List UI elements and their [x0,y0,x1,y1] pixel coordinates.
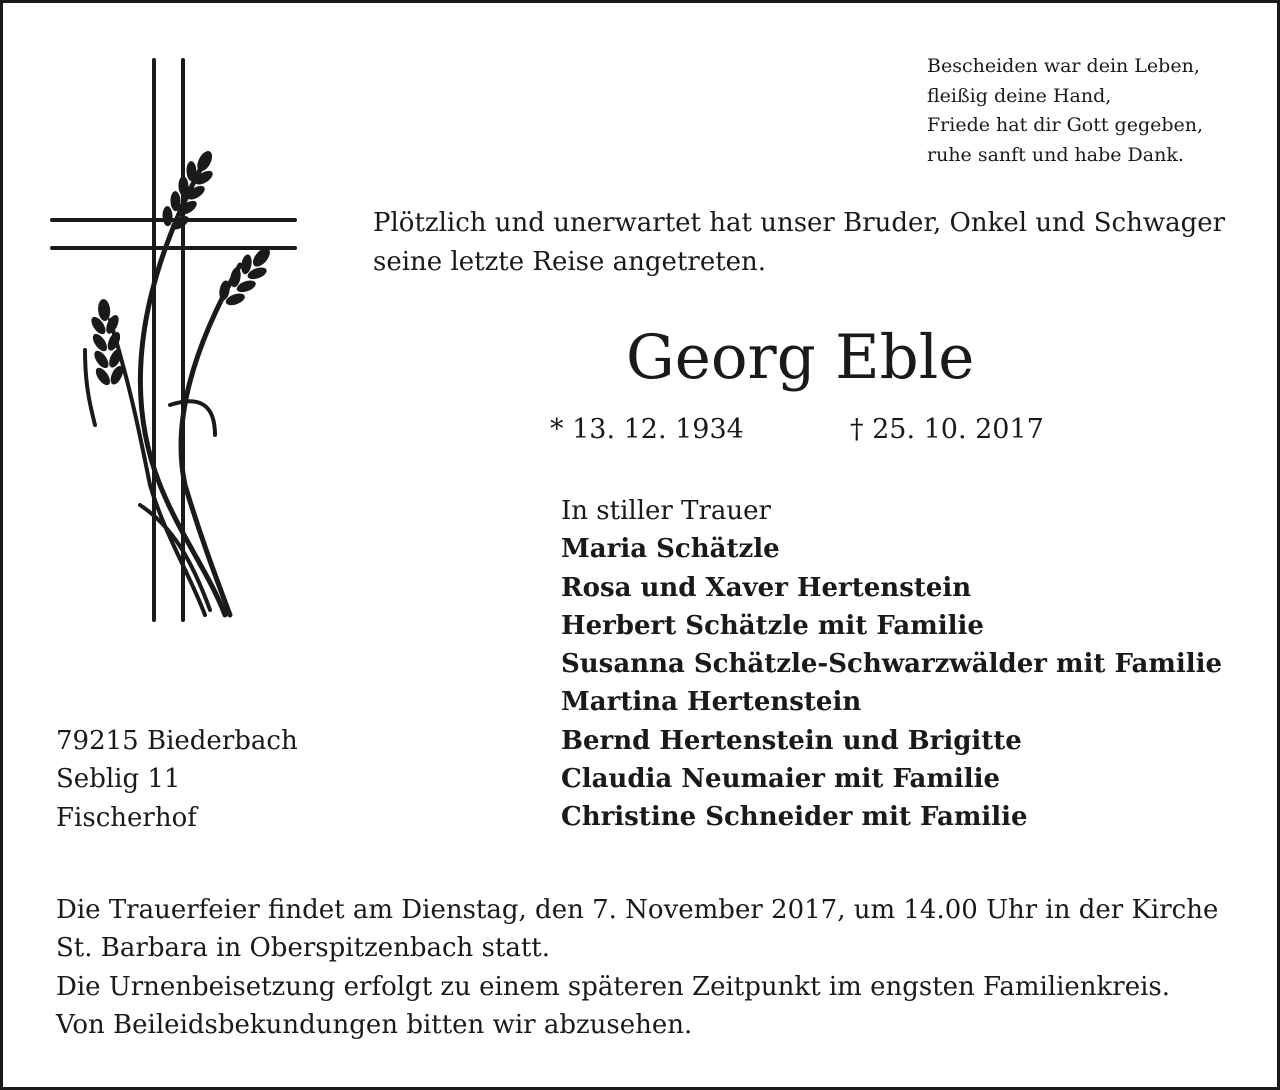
mourner-name: Rosa und Xaver Hertenstein [561,572,972,603]
mourner-name: Bernd Hertenstein und Brigitte [561,725,1022,756]
address-line: 79215 Biederbach [56,726,298,756]
notice-line: Die Trauerfeier findet am Dienstag, den 7. November 2017, um 14.00 Uhr in der Kirche [56,895,1219,925]
motto-poem [927,52,1203,170]
intro-line: Plötzlich und unerwartet hat unser Bruder, Onkel und Schwager [373,208,1226,238]
notice-line: Von Beileidsbekundungen bitten wir abzusehen. [56,1009,693,1040]
intro-line: seine letzte Reise angetreten. [373,247,767,277]
mourner-name: Herbert Schätzle mit Familie [561,610,984,641]
notice-line: St. Barbara in Oberspitzenbach statt. [56,933,551,964]
mourner-name: Christine Schneider mit Familie [561,802,1028,833]
cross-with-wheat-icon [50,55,300,629]
motto-line: Bescheiden war dein Leben, [927,55,1200,77]
deceased-name: Georg Eble [626,322,975,393]
intro-text [373,204,1253,282]
family-address [56,722,298,837]
motto-line: ruhe sanft und habe Dank. [927,143,1184,166]
death-date: † 25. 10. 2017 [850,414,1044,445]
mourner-name: Martina Hertenstein [561,687,862,718]
mourner-name: Maria Schätzle [561,534,780,565]
motto-line: fleißig deine Hand, [927,84,1112,107]
mourners-heading: In stiller Trauer [561,496,771,526]
notice-line: Die Urnenbeisetzung erfolgt zu einem späteren Zeitpunkt im engsten Familienkreis. [56,971,1171,1002]
mourners-list [561,492,1222,837]
funeral-notice [56,891,1246,1044]
mourner-name: Susanna Schätzle-Schwarzwälder mit Familie [561,649,1223,680]
address-line: Fischerhof [56,802,197,833]
address-line: Seblig 11 [56,764,181,795]
birth-date: * 13. 12. 1934 [550,414,744,445]
mourner-name: Claudia Neumaier mit Familie [561,764,1001,795]
motto-line: Friede hat dir Gott gegeben, [927,114,1204,136]
